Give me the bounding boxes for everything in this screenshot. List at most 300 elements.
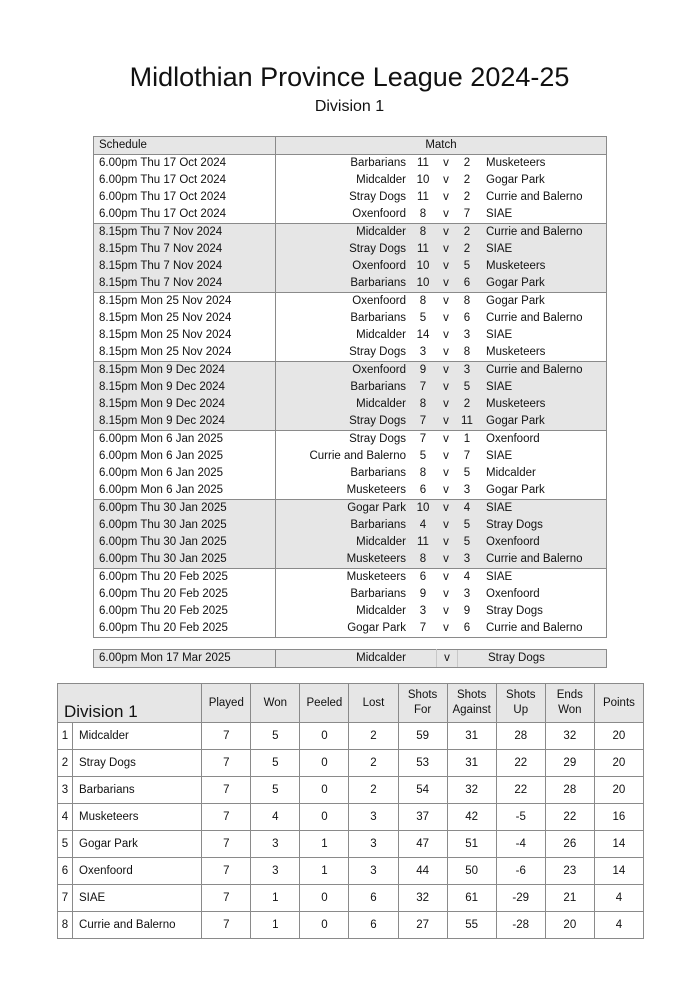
team-name: Gogar Park bbox=[73, 831, 202, 858]
schedule-header-row bbox=[94, 137, 607, 155]
position: 8 bbox=[58, 912, 73, 939]
won-value: 1 bbox=[251, 885, 300, 912]
match-date: 6.00pm Mon 6 Jan 2025 bbox=[94, 465, 276, 482]
away-score: 5 bbox=[456, 517, 478, 534]
home-team: Musketeers bbox=[346, 484, 406, 496]
won-value: 5 bbox=[251, 777, 300, 804]
shots-for-value: 27 bbox=[398, 912, 447, 939]
home-team: Barbarians bbox=[350, 588, 406, 600]
table-row bbox=[58, 723, 644, 750]
shots-for-value: 59 bbox=[398, 723, 447, 750]
match-row bbox=[94, 241, 607, 258]
match-date: 6.00pm Thu 30 Jan 2025 bbox=[94, 517, 276, 534]
match-date: 6.00pm Thu 20 Feb 2025 bbox=[94, 586, 276, 603]
match-date: 6.00pm Thu 17 Oct 2024 bbox=[94, 172, 276, 189]
away-score: 6 bbox=[463, 312, 471, 324]
versus-label: v bbox=[443, 329, 449, 341]
table-row bbox=[58, 858, 644, 885]
column-header-played: Played bbox=[202, 684, 251, 723]
match-row bbox=[94, 551, 607, 569]
position: 2 bbox=[58, 750, 73, 777]
match-date: 8.15pm Thu 7 Nov 2024 bbox=[94, 241, 276, 258]
team-name: Musketeers bbox=[73, 804, 202, 831]
away-team: Oxenfoord bbox=[478, 431, 607, 449]
home-team: Stray Dogs bbox=[349, 346, 406, 358]
column-header-shots-against: Shots Against bbox=[447, 684, 496, 723]
versus-label: v bbox=[443, 191, 449, 203]
league-header-row bbox=[58, 684, 644, 723]
away-team: Stray Dogs bbox=[480, 650, 607, 668]
versus-label: v bbox=[436, 362, 456, 380]
home-score: 10 bbox=[410, 500, 436, 518]
points-value: 14 bbox=[594, 858, 643, 885]
away-team: Musketeers bbox=[478, 258, 607, 275]
home-team: Gogar Park bbox=[276, 620, 411, 638]
position: 6 bbox=[58, 858, 73, 885]
away-score: 5 bbox=[456, 379, 478, 396]
home-score: 11 bbox=[417, 191, 429, 203]
peeled-value: 0 bbox=[300, 723, 349, 750]
match-date: 8.15pm Mon 9 Dec 2024 bbox=[94, 396, 276, 413]
away-team: Stray Dogs bbox=[478, 517, 607, 534]
match-row bbox=[94, 448, 607, 465]
versus-label: v bbox=[437, 650, 458, 668]
versus-label: v bbox=[443, 174, 449, 186]
versus-label: v bbox=[443, 467, 449, 479]
away-team: Currie and Balerno bbox=[478, 551, 607, 569]
match-row bbox=[94, 379, 607, 396]
versus-label: v bbox=[436, 620, 456, 638]
played-value: 7 bbox=[202, 912, 251, 939]
column-header-schedule: Schedule bbox=[94, 137, 276, 155]
column-header-peeled: Peeled bbox=[300, 684, 349, 723]
ends-won-value: 22 bbox=[545, 804, 594, 831]
home-score: 8 bbox=[410, 293, 436, 311]
versus-label: v bbox=[436, 258, 456, 275]
home-score: 11 bbox=[410, 241, 436, 258]
home-score: 11 bbox=[410, 534, 436, 551]
home-score: 3 bbox=[419, 605, 427, 617]
away-score: 3 bbox=[456, 362, 478, 380]
table-row bbox=[58, 777, 644, 804]
peeled-value: 0 bbox=[300, 912, 349, 939]
away-team: Gogar Park bbox=[478, 413, 607, 431]
home-score: 10 bbox=[410, 258, 436, 275]
home-team: Musketeers bbox=[276, 551, 411, 569]
home-score: 7 bbox=[410, 379, 436, 396]
match-date: 6.00pm Thu 30 Jan 2025 bbox=[94, 551, 276, 569]
shots-against-value: 61 bbox=[447, 885, 496, 912]
home-team: Barbarians bbox=[276, 275, 411, 293]
team-name: Midcalder bbox=[73, 723, 202, 750]
playoff-row bbox=[94, 650, 607, 668]
shots-for-value: 32 bbox=[398, 885, 447, 912]
versus-label: v bbox=[436, 500, 456, 518]
column-header-points: Points bbox=[594, 684, 643, 723]
position: 3 bbox=[58, 777, 73, 804]
versus-label: v bbox=[443, 484, 449, 496]
team-name: Stray Dogs bbox=[73, 750, 202, 777]
home-score: 3 bbox=[419, 346, 427, 358]
shots-up-value: 28 bbox=[496, 723, 545, 750]
match-date: 8.15pm Mon 9 Dec 2024 bbox=[94, 413, 276, 431]
away-score: 2 bbox=[463, 191, 471, 203]
home-score: 14 bbox=[416, 329, 430, 341]
ends-won-value: 20 bbox=[545, 912, 594, 939]
played-value: 7 bbox=[202, 831, 251, 858]
away-team: Gogar Park bbox=[478, 172, 607, 189]
home-score: 7 bbox=[410, 431, 436, 449]
position: 4 bbox=[58, 804, 73, 831]
played-value: 7 bbox=[202, 750, 251, 777]
match-date: 6.00pm Thu 30 Jan 2025 bbox=[94, 534, 276, 551]
away-score: 8 bbox=[456, 293, 478, 311]
home-team: Midcalder bbox=[356, 605, 406, 617]
away-score: 7 bbox=[463, 450, 471, 462]
lost-value: 2 bbox=[349, 750, 398, 777]
match-row bbox=[94, 293, 607, 311]
match-date: 6.00pm Thu 17 Oct 2024 bbox=[94, 189, 276, 206]
match-row bbox=[94, 569, 607, 587]
match-row bbox=[94, 603, 607, 620]
shots-against-value: 32 bbox=[447, 777, 496, 804]
home-score bbox=[410, 650, 437, 668]
home-score: 7 bbox=[410, 413, 436, 431]
team-name: Currie and Balerno bbox=[73, 912, 202, 939]
shots-up-value: 22 bbox=[496, 777, 545, 804]
away-team: Midcalder bbox=[478, 465, 607, 482]
points-value: 16 bbox=[594, 804, 643, 831]
table-row bbox=[58, 750, 644, 777]
ends-won-value: 23 bbox=[545, 858, 594, 885]
versus-label: v bbox=[436, 431, 456, 449]
home-score: 8 bbox=[419, 467, 427, 479]
points-value: 20 bbox=[594, 723, 643, 750]
home-team: Oxenfoord bbox=[276, 362, 411, 380]
home-score: 8 bbox=[419, 208, 427, 220]
playoff-table bbox=[93, 649, 607, 668]
won-value: 1 bbox=[251, 912, 300, 939]
home-team: Stray Dogs bbox=[276, 241, 411, 258]
lost-value: 3 bbox=[349, 804, 398, 831]
ends-won-value: 28 bbox=[545, 777, 594, 804]
shots-against-value: 51 bbox=[447, 831, 496, 858]
table-row bbox=[58, 804, 644, 831]
versus-label: v bbox=[436, 413, 456, 431]
won-value: 3 bbox=[251, 831, 300, 858]
team-name: Barbarians bbox=[73, 777, 202, 804]
match-row bbox=[94, 586, 607, 603]
ends-won-value: 29 bbox=[545, 750, 594, 777]
shots-up-value: 22 bbox=[496, 750, 545, 777]
table-row bbox=[58, 885, 644, 912]
home-score: 7 bbox=[410, 620, 436, 638]
match-date: 6.00pm Mon 17 Mar 2025 bbox=[94, 650, 276, 668]
match-row bbox=[94, 344, 607, 362]
team-name: SIAE bbox=[73, 885, 202, 912]
away-score: 5 bbox=[463, 467, 471, 479]
match-row bbox=[94, 224, 607, 242]
points-value: 4 bbox=[594, 885, 643, 912]
shots-up-value: -5 bbox=[496, 804, 545, 831]
away-score: 3 bbox=[463, 588, 471, 600]
match-date: 6.00pm Mon 6 Jan 2025 bbox=[94, 431, 276, 449]
away-team: Gogar Park bbox=[478, 482, 607, 500]
away-team: Musketeers bbox=[478, 396, 607, 413]
home-team: Midcalder bbox=[276, 534, 411, 551]
versus-label: v bbox=[443, 450, 449, 462]
away-team: Gogar Park bbox=[478, 293, 607, 311]
league-table bbox=[57, 683, 644, 939]
match-row bbox=[94, 534, 607, 551]
home-team: Musketeers bbox=[276, 569, 411, 587]
home-team: Oxenfoord bbox=[352, 208, 406, 220]
match-row bbox=[94, 189, 607, 206]
away-score: 5 bbox=[456, 258, 478, 275]
peeled-value: 0 bbox=[300, 885, 349, 912]
away-score: 6 bbox=[456, 275, 478, 293]
points-value: 20 bbox=[594, 777, 643, 804]
versus-label: v bbox=[436, 379, 456, 396]
column-header-match: Match bbox=[276, 137, 607, 155]
match-row bbox=[94, 258, 607, 275]
home-score: 9 bbox=[410, 362, 436, 380]
versus-label: v bbox=[443, 346, 449, 358]
won-value: 4 bbox=[251, 804, 300, 831]
home-team: Oxenfoord bbox=[276, 293, 411, 311]
peeled-value: 1 bbox=[300, 831, 349, 858]
home-team: Currie and Balerno bbox=[309, 450, 406, 462]
away-score: 5 bbox=[456, 534, 478, 551]
versus-label: v bbox=[436, 534, 456, 551]
away-score: 8 bbox=[463, 346, 471, 358]
away-score: 2 bbox=[463, 174, 471, 186]
played-value: 7 bbox=[202, 858, 251, 885]
home-team: Midcalder bbox=[276, 224, 411, 242]
played-value: 7 bbox=[202, 804, 251, 831]
away-score: 2 bbox=[456, 396, 478, 413]
shots-against-value: 31 bbox=[447, 750, 496, 777]
match-date: 8.15pm Mon 9 Dec 2024 bbox=[94, 379, 276, 396]
home-score: 11 bbox=[410, 155, 436, 173]
match-date: 8.15pm Thu 7 Nov 2024 bbox=[94, 224, 276, 242]
away-score: 9 bbox=[463, 605, 471, 617]
schedule-table bbox=[93, 136, 607, 638]
away-score: 4 bbox=[456, 569, 478, 587]
match-row bbox=[94, 172, 607, 189]
home-team: Barbarians bbox=[276, 517, 411, 534]
position: 5 bbox=[58, 831, 73, 858]
home-score: 10 bbox=[410, 275, 436, 293]
page-title: Midlothian Province League 2024-25 bbox=[129, 62, 570, 92]
shots-against-value: 31 bbox=[447, 723, 496, 750]
match-row bbox=[94, 517, 607, 534]
team-name: Oxenfoord bbox=[73, 858, 202, 885]
match-date: 6.00pm Mon 6 Jan 2025 bbox=[94, 482, 276, 500]
shots-for-value: 53 bbox=[398, 750, 447, 777]
column-header-shots-for: Shots For bbox=[398, 684, 447, 723]
versus-label: v bbox=[436, 551, 456, 569]
away-team: Currie and Balerno bbox=[478, 189, 607, 206]
home-score: 8 bbox=[410, 551, 436, 569]
league-table-title: Division 1 bbox=[58, 684, 202, 723]
versus-label: v bbox=[436, 293, 456, 311]
position: 1 bbox=[58, 723, 73, 750]
shots-for-value: 44 bbox=[398, 858, 447, 885]
lost-value: 3 bbox=[349, 831, 398, 858]
away-score: 2 bbox=[456, 224, 478, 242]
won-value: 5 bbox=[251, 750, 300, 777]
away-score: 11 bbox=[456, 413, 478, 431]
away-score: 4 bbox=[456, 500, 478, 518]
home-team: Barbarians bbox=[276, 155, 411, 173]
column-header-shots-up: Shots Up bbox=[496, 684, 545, 723]
away-team: Musketeers bbox=[478, 344, 607, 362]
versus-label: v bbox=[436, 517, 456, 534]
home-score: 6 bbox=[419, 484, 427, 496]
won-value: 5 bbox=[251, 723, 300, 750]
away-team: Currie and Balerno bbox=[478, 620, 607, 638]
peeled-value: 1 bbox=[300, 858, 349, 885]
home-team: Stray Dogs bbox=[276, 413, 411, 431]
peeled-value: 0 bbox=[300, 750, 349, 777]
ends-won-value: 21 bbox=[545, 885, 594, 912]
versus-label: v bbox=[436, 275, 456, 293]
home-team: Midcalder bbox=[356, 174, 406, 186]
match-date: 8.15pm Mon 9 Dec 2024 bbox=[94, 362, 276, 380]
home-team: Barbarians bbox=[276, 379, 411, 396]
shots-for-value: 47 bbox=[398, 831, 447, 858]
match-row bbox=[94, 431, 607, 449]
home-team: Oxenfoord bbox=[276, 258, 411, 275]
home-team: Stray Dogs bbox=[349, 191, 406, 203]
peeled-value: 0 bbox=[300, 777, 349, 804]
shots-for-value: 37 bbox=[398, 804, 447, 831]
home-score: 4 bbox=[410, 517, 436, 534]
match-row bbox=[94, 482, 607, 500]
position: 7 bbox=[58, 885, 73, 912]
versus-label: v bbox=[436, 569, 456, 587]
away-team: Currie and Balerno bbox=[478, 224, 607, 242]
shots-for-value: 54 bbox=[398, 777, 447, 804]
away-team: Currie and Balerno bbox=[478, 362, 607, 380]
shots-up-value: -4 bbox=[496, 831, 545, 858]
away-score: 2 bbox=[456, 241, 478, 258]
away-team: Gogar Park bbox=[478, 275, 607, 293]
versus-label: v bbox=[443, 605, 449, 617]
match-row bbox=[94, 413, 607, 431]
played-value: 7 bbox=[202, 885, 251, 912]
away-score: 3 bbox=[456, 551, 478, 569]
match-date: 8.15pm Mon 25 Nov 2024 bbox=[94, 327, 276, 344]
home-score: 8 bbox=[410, 396, 436, 413]
match-row bbox=[94, 327, 607, 344]
match-date: 6.00pm Thu 20 Feb 2025 bbox=[94, 569, 276, 587]
away-score: 6 bbox=[456, 620, 478, 638]
match-date: 6.00pm Thu 17 Oct 2024 bbox=[94, 155, 276, 173]
home-team: Barbarians bbox=[350, 467, 406, 479]
shots-up-value: -28 bbox=[496, 912, 545, 939]
played-value: 7 bbox=[202, 723, 251, 750]
home-team: Gogar Park bbox=[276, 500, 411, 518]
home-team: Midcalder bbox=[276, 650, 411, 668]
lost-value: 2 bbox=[349, 723, 398, 750]
match-row bbox=[94, 500, 607, 518]
match-date: 8.15pm Thu 7 Nov 2024 bbox=[94, 258, 276, 275]
away-score bbox=[458, 650, 481, 668]
shots-up-value: -6 bbox=[496, 858, 545, 885]
away-score: 7 bbox=[463, 208, 471, 220]
away-team: SIAE bbox=[478, 379, 607, 396]
shots-against-value: 42 bbox=[447, 804, 496, 831]
points-value: 14 bbox=[594, 831, 643, 858]
shots-up-value: -29 bbox=[496, 885, 545, 912]
home-score: 6 bbox=[410, 569, 436, 587]
home-score: 10 bbox=[416, 174, 430, 186]
match-date: 6.00pm Thu 17 Oct 2024 bbox=[94, 206, 276, 224]
match-date: 6.00pm Thu 30 Jan 2025 bbox=[94, 500, 276, 518]
versus-label: v bbox=[443, 312, 449, 324]
match-date: 6.00pm Thu 20 Feb 2025 bbox=[94, 603, 276, 620]
match-date: 6.00pm Mon 6 Jan 2025 bbox=[94, 448, 276, 465]
away-team: SIAE bbox=[478, 569, 607, 587]
match-row bbox=[94, 275, 607, 293]
away-score: 2 bbox=[456, 155, 478, 173]
home-team: Barbarians bbox=[350, 312, 406, 324]
away-team: SIAE bbox=[478, 327, 607, 344]
match-row bbox=[94, 206, 607, 224]
lost-value: 6 bbox=[349, 912, 398, 939]
match-date: 8.15pm Thu 7 Nov 2024 bbox=[94, 275, 276, 293]
away-team: SIAE bbox=[478, 448, 607, 465]
column-header-lost: Lost bbox=[349, 684, 398, 723]
match-date: 8.15pm Mon 25 Nov 2024 bbox=[94, 293, 276, 311]
away-score: 1 bbox=[456, 431, 478, 449]
versus-label: v bbox=[436, 155, 456, 173]
points-value: 4 bbox=[594, 912, 643, 939]
versus-label: v bbox=[436, 396, 456, 413]
away-team: Oxenfoord bbox=[478, 586, 607, 603]
match-row bbox=[94, 465, 607, 482]
ends-won-value: 26 bbox=[545, 831, 594, 858]
table-row bbox=[58, 912, 644, 939]
away-team: SIAE bbox=[478, 241, 607, 258]
match-row bbox=[94, 155, 607, 173]
lost-value: 6 bbox=[349, 885, 398, 912]
home-team: Stray Dogs bbox=[276, 431, 411, 449]
away-team: Oxenfoord bbox=[478, 534, 607, 551]
match-row bbox=[94, 310, 607, 327]
table-row bbox=[58, 831, 644, 858]
versus-label: v bbox=[443, 588, 449, 600]
points-value: 20 bbox=[594, 750, 643, 777]
away-score: 3 bbox=[463, 484, 471, 496]
lost-value: 2 bbox=[349, 777, 398, 804]
home-team: Midcalder bbox=[276, 396, 411, 413]
home-score: 8 bbox=[410, 224, 436, 242]
home-team: Midcalder bbox=[356, 329, 406, 341]
versus-label: v bbox=[436, 224, 456, 242]
match-date: 8.15pm Mon 25 Nov 2024 bbox=[94, 344, 276, 362]
shots-against-value: 55 bbox=[447, 912, 496, 939]
home-score: 9 bbox=[419, 588, 427, 600]
match-date: 8.15pm Mon 25 Nov 2024 bbox=[94, 310, 276, 327]
home-score: 5 bbox=[419, 312, 427, 324]
match-row bbox=[94, 362, 607, 380]
versus-label: v bbox=[443, 208, 449, 220]
page-subtitle: Division 1 bbox=[314, 98, 385, 115]
column-header-won: Won bbox=[251, 684, 300, 723]
